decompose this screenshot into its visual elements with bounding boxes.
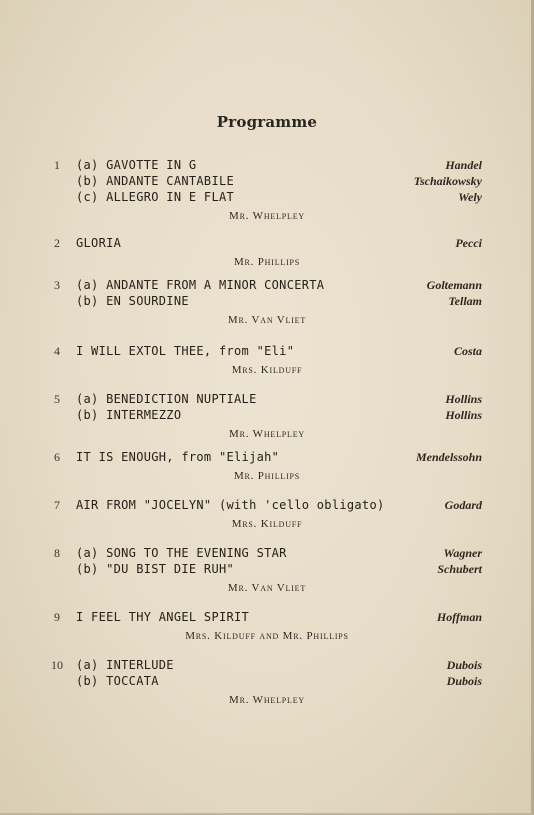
work-title: (a) BENEDICTION NUPTIALE [76, 392, 257, 406]
composer-name: Tschaikowsky [413, 174, 482, 188]
work-title: (b) TOCCATA [76, 674, 159, 688]
work-line [0, 610, 534, 626]
work-line [0, 344, 534, 360]
composer-name: Costa [453, 344, 482, 358]
work-line [0, 278, 534, 294]
work-title: (b) "DU BIST DIE RUH" [76, 562, 235, 576]
item-number: 5 [54, 392, 60, 406]
work-line [0, 236, 534, 252]
performer-name: Mrs. Kilduff [231, 364, 303, 376]
work-line [0, 294, 534, 310]
performer-name: Mr. Whelpley [229, 210, 305, 222]
composer-name: Hoffman [436, 610, 482, 624]
composer-name: Godard [444, 498, 482, 512]
work-title: GLORIA [76, 236, 122, 250]
composer-name: Mendelssohn [415, 450, 482, 464]
work-line [0, 190, 534, 206]
work-line [0, 562, 534, 578]
item-number: 9 [54, 610, 60, 624]
work-title: (a) ANDANTE FROM A MINOR CONCERTA [76, 278, 325, 292]
performer-name: Mr. Whelpley [229, 694, 305, 706]
composer-name: Hollins [445, 408, 482, 422]
performer-name: Mr. Van Vliet [227, 582, 307, 594]
item-number: 7 [54, 498, 60, 512]
performer-name: Mr. Van Vliet [227, 314, 307, 326]
performer-name: Mrs. Kilduff [231, 518, 303, 530]
item-number: 2 [54, 236, 60, 250]
composer-name: Wely [458, 190, 482, 204]
composer-name: Tellam [448, 294, 482, 308]
item-number: 4 [54, 344, 60, 358]
performer-name: Mr. Phillips [233, 470, 301, 482]
composer-name: Wagner [443, 546, 482, 560]
work-line [0, 674, 534, 690]
composer-name: Handel [445, 158, 482, 172]
item-number: 3 [54, 278, 60, 292]
work-title: I WILL EXTOL THEE, from "Eli" [76, 344, 295, 358]
composer-name: Dubois [446, 674, 482, 688]
work-line [0, 158, 534, 174]
work-title: (a) SONG TO THE EVENING STAR [76, 546, 287, 560]
performer-name: Mr. Phillips [233, 256, 301, 268]
work-line [0, 392, 534, 408]
work-line [0, 498, 534, 514]
work-title: (b) EN SOURDINE [76, 294, 189, 308]
work-title: (a) INTERLUDE [76, 658, 174, 672]
composer-name: Pecci [455, 236, 482, 250]
work-title: (a) GAVOTTE IN G [76, 158, 197, 172]
work-line [0, 546, 534, 562]
composer-name: Goltemann [426, 278, 482, 292]
item-number: 1 [54, 158, 60, 172]
work-line [0, 450, 534, 466]
page-title: Programme [216, 113, 318, 131]
composer-name: Schubert [437, 562, 482, 576]
work-title: IT IS ENOUGH, from "Elijah" [76, 450, 280, 464]
work-title: (b) ANDANTE CANTABILE [76, 174, 235, 188]
item-number: 8 [54, 546, 60, 560]
work-line [0, 408, 534, 424]
work-title: AIR FROM "JOCELYN" (with 'cello obligato) [76, 498, 385, 512]
composer-name: Dubois [446, 658, 482, 672]
composer-name: Hollins [445, 392, 482, 406]
item-number: 10 [51, 658, 63, 672]
work-line [0, 174, 534, 190]
work-title: (b) INTERMEZZO [76, 408, 182, 422]
performer-name: Mr. Whelpley [229, 428, 305, 440]
work-title: I FEEL THY ANGEL SPIRIT [76, 610, 250, 624]
work-title: (c) ALLEGRO IN E FLAT [76, 190, 235, 204]
work-line [0, 658, 534, 674]
performer-name: Mrs. Kilduff and Mr. Phillips [185, 630, 349, 642]
item-number: 6 [54, 450, 60, 464]
